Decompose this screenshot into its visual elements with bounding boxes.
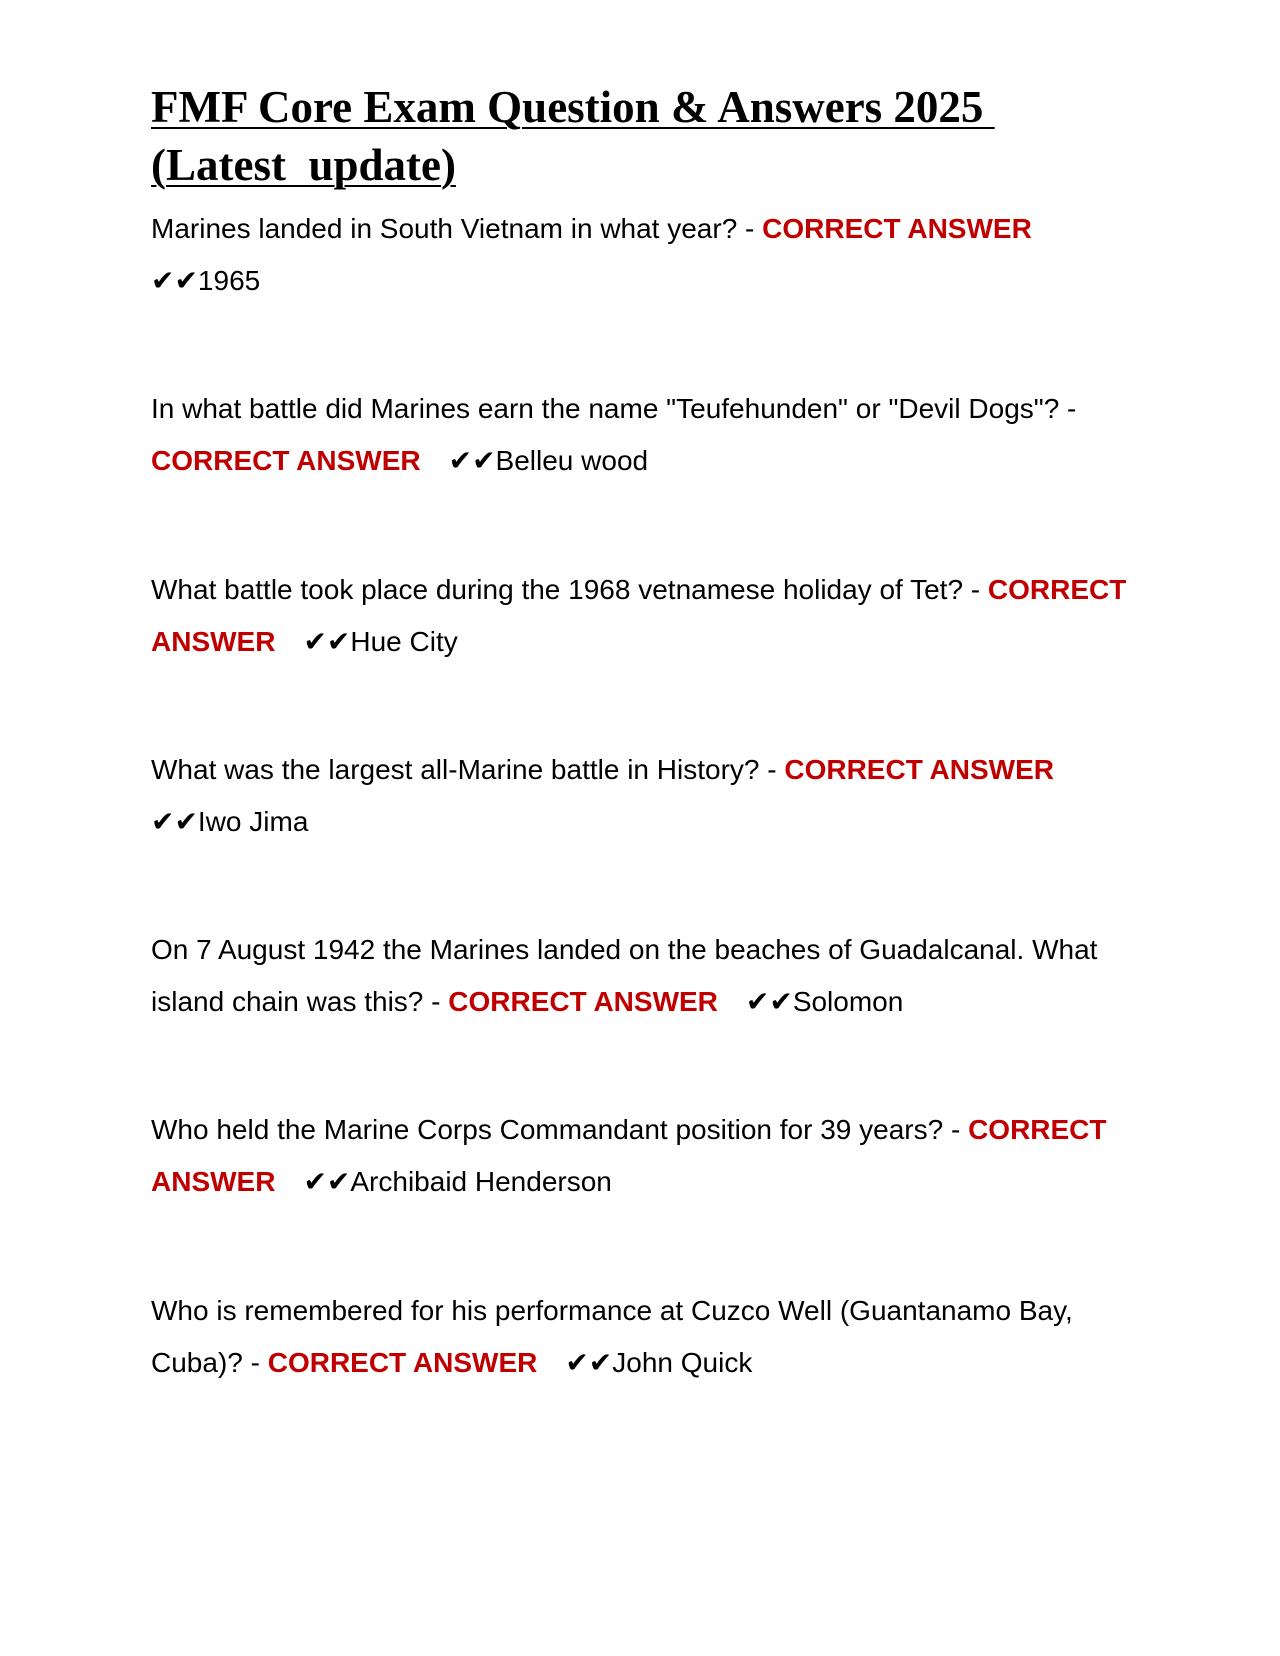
title-line-1: FMF Core Exam Question & Answers 2025: [151, 82, 995, 132]
check-marks: ✔✔: [151, 265, 198, 296]
check-marks: ✔✔: [303, 626, 351, 657]
document-page: [151, 78, 1131, 1378]
correct-answer-label: CORRECT ANSWER: [151, 445, 421, 476]
answer-text: 1965: [197, 265, 261, 296]
question-text: On 7 August 1942 the Marines landed on the beaches of Guadalcanal. What island chain was this? -: [151, 934, 1098, 1017]
correct-answer-label: CORRECT ANSWER: [762, 213, 1032, 244]
correct-answer-label: CORRECT ANSWER: [151, 574, 1127, 657]
correct-answer-label: CORRECT ANSWER: [151, 1114, 1107, 1197]
question-text: Who held the Marine Corps Commandant position for 39 years? -: [151, 1114, 969, 1145]
qa-item: [151, 203, 1131, 307]
document-title: [151, 78, 1131, 194]
correct-answer-label: CORRECT ANSWER: [784, 754, 1054, 785]
qa-item: [151, 1104, 1131, 1208]
question-text: What battle took place during the 1968 vetnamese holiday of Tet? -: [151, 574, 988, 605]
qa-item: [151, 564, 1131, 668]
qa-item: [151, 744, 1131, 848]
answer-text: Belleu wood: [495, 445, 649, 476]
answer-text: Iwo Jima: [197, 806, 309, 837]
answer-text: John Quick: [612, 1347, 753, 1378]
correct-answer-label: CORRECT ANSWER: [267, 1347, 538, 1378]
question-text: What was the largest all-Marine battle in History? -: [151, 754, 785, 785]
answer-text: Solomon: [792, 986, 904, 1017]
answer-text: Archibaid Henderson: [350, 1166, 612, 1197]
qa-item: [151, 1285, 1131, 1389]
check-marks: ✔✔: [448, 445, 496, 476]
check-marks: ✔✔: [565, 1347, 613, 1378]
question-text: Who is remembered for his performance at Cuzco Well (Guantanamo Bay, Cuba)? -: [151, 1295, 1073, 1378]
title-line-2: (Latest update): [151, 140, 456, 190]
answer-text: Hue City: [350, 626, 458, 657]
check-marks: ✔✔: [745, 986, 793, 1017]
check-marks: ✔✔: [303, 1166, 351, 1197]
qa-item: [151, 924, 1131, 1028]
question-text: Marines landed in South Vietnam in what year? -: [151, 213, 763, 244]
qa-item: [151, 383, 1131, 487]
correct-answer-label: CORRECT ANSWER: [448, 986, 718, 1017]
check-marks: ✔✔: [151, 806, 198, 837]
question-text: In what battle did Marines earn the name "Teufehunden" or "Devil Dogs"? -: [151, 393, 1077, 424]
